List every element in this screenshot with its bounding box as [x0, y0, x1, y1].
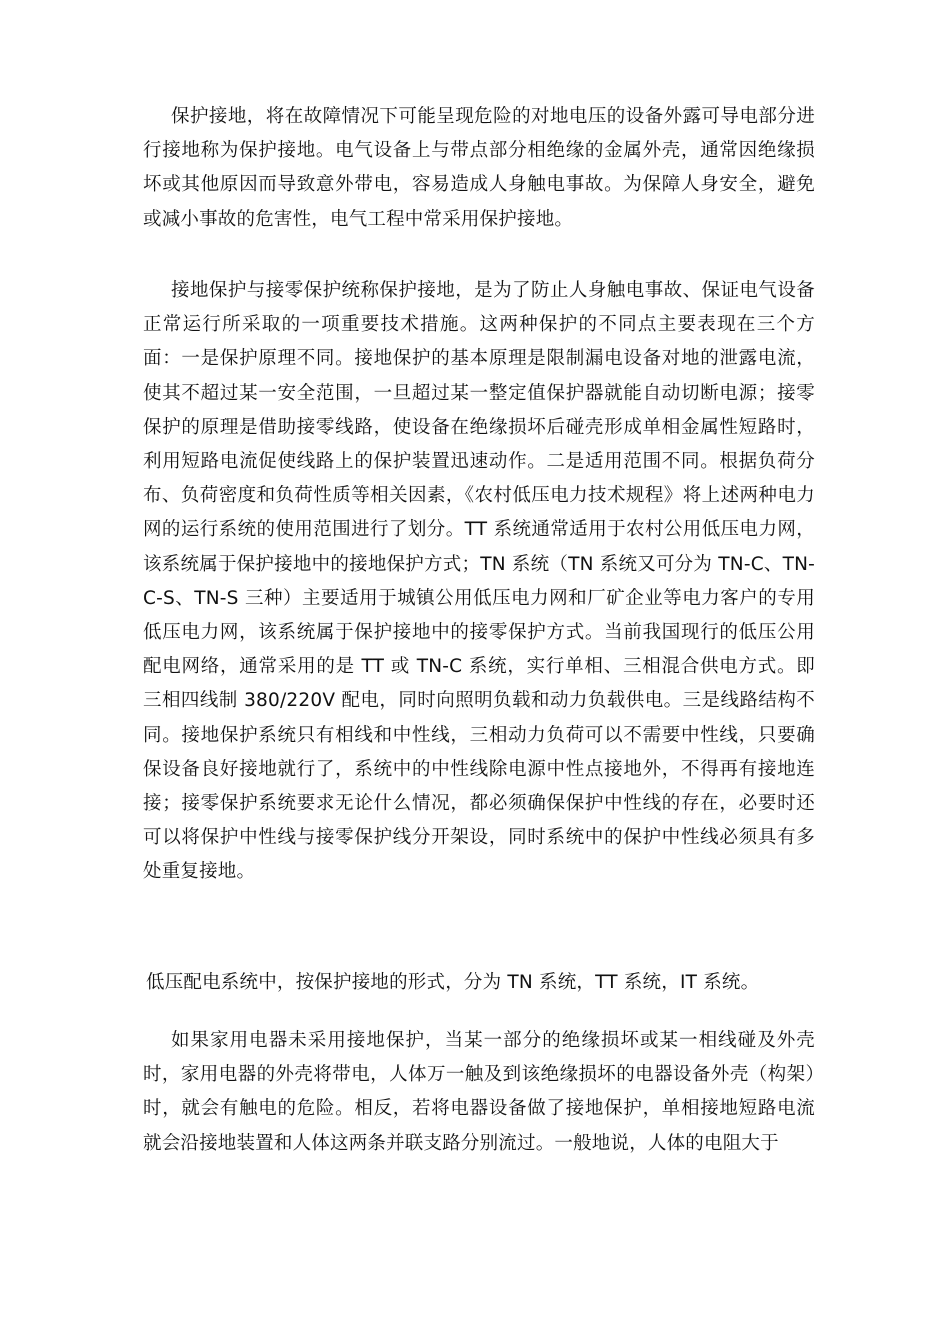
paragraph-system-types: 低压配电系统中，按保护接地的形式，分为 TN 系统，TT 系统，IT 系统。 — [146, 972, 760, 993]
paragraph-grounding-vs-neutral-protection: 接地保护与接零保护统称保护接地，是为了防止人身触电事故、保证电气设备正常运行所采取的一项重要技术措施。这两种保护的不同点主要表现在三个方面：一是保护原理不同。接地保护的基本原理是限制漏电设备对地的泄露电流，使其不超过某一安全范围，一旦超过某一整定值保护器就能自动切断电源；接零保护的原理是借助接零线路，使设备在绝缘损坏后碰壳形成单相金属性短路时，利用短路电流促使线路上的保护装置迅速动作。二是适用范围不同。根据负荷分布、负荷密度和负荷性质等相关因素，《农村低压电力技术规程》将上述两种电力网的运行系统的使用范围进行了划分。TT 系统通常适用于农村公用低压电力网，该系统属于保护接地中的接地保护方式；TN 系统（TN 系统又可分为 TN-C、TN-C-S、TN-S 三种）主要适用于城镇公用低压电力网和厂矿企业等电力客户的专用低压电力网，该系统属于保护接地中的接零保护方式。当前我国现行的低压公用配电网络，通常采用的是 TT 或 TN-C 系统，实行单相、三相混合供电方式。即三相四线制 380/220V 配电，同时向照明负载和动力负载供电。三是线路结构不同。接地保护系统只有相线和中性线，三相动力负荷可以不需要中性线，只要确保设备良好接地就行了，系统中的中性线除电源中性点接地外，不得再有接地连接；接零保护系统要求无论什么情况，都必须确保保护中性线的存在，必要时还可以将保护中性线与接零保护线分开架设，同时系统中的保护中性线必须具有多处重复接地。 — [143, 280, 815, 883]
paragraph-household-appliance-grounding: 如果家用电器未采用接地保护，当某一部分的绝缘损坏或某一相线碰及外壳时，家用电器的外壳将带电，人体万一触及到该绝缘损坏的电器设备外壳（构架）时，就会有触电的危险。相反，若将电器设备做了接地保护，单相接地短路电流就会沿接地装置和人体这两条并联支路分别流过。一般地说，人体的电阻大于 — [143, 1030, 815, 1154]
paragraph-protective-grounding-definition: 保护接地，将在故障情况下可能呈现危险的对地电压的设备外露可导电部分进行接地称为保护接地。电气设备上与带点部分相绝缘的金属外壳，通常因绝缘损坏或其他原因而导致意外带电，容易造成人身触电事故。为保障人身安全，避免或减小事故的危害性，电气工程中常采用保护接地。 — [143, 106, 815, 230]
